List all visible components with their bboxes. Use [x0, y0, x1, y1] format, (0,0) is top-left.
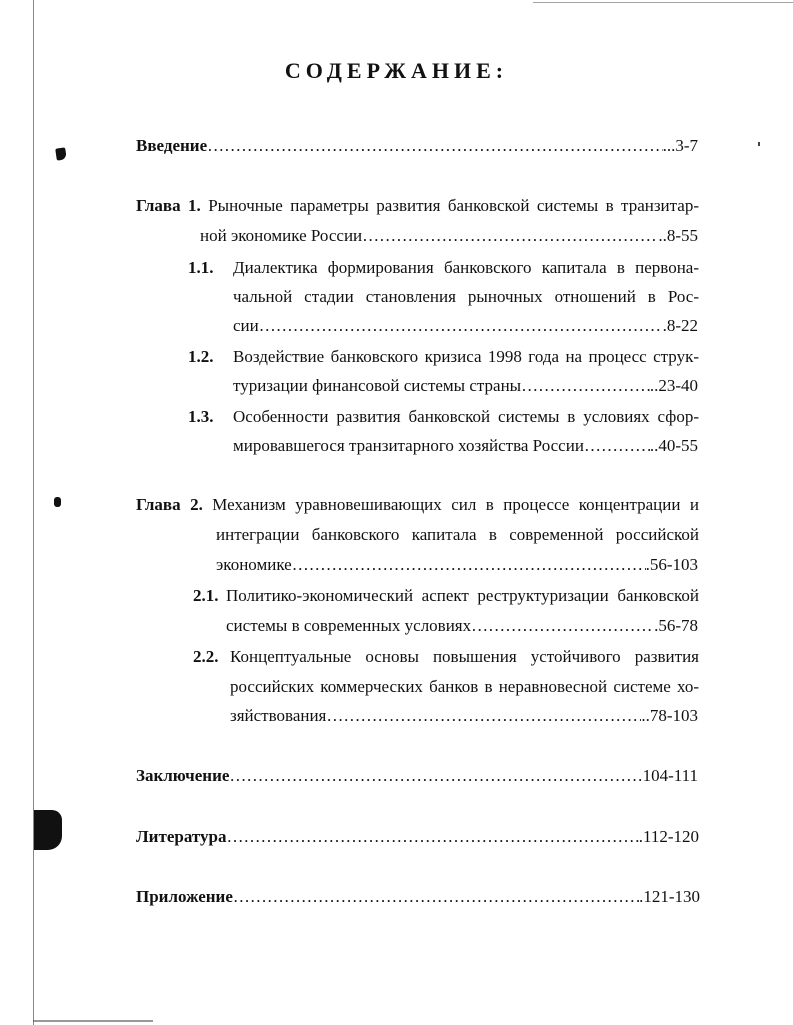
section-1-2-line-2 [233, 376, 698, 396]
section-number: 2.1. [193, 586, 219, 605]
scan-edge-left [33, 0, 34, 1025]
chapter-1-line-1 [136, 196, 699, 216]
section-2-2-line-1: Концептуальные основы повышения устойчивого развития [230, 647, 699, 666]
toc-page-range: .56-103 [645, 555, 698, 574]
section-title-part: зяйствования [230, 706, 327, 725]
binding-hole-mark [54, 497, 61, 507]
page-title: СОДЕРЖАНИЕ: [284, 58, 509, 83]
toc-entry-label: Литература [136, 827, 227, 846]
speck-mark [758, 142, 760, 146]
section-title-part: мировавшегося транзитарного хозяйства России [233, 436, 584, 455]
toc-entry-literature [136, 827, 699, 847]
dot-leader [362, 226, 658, 246]
toc-entry-conclusion [136, 766, 698, 786]
toc-page-range: ..40-55 [649, 436, 698, 455]
section-2-1-line-2 [226, 616, 698, 636]
toc-entry-appendix [136, 887, 700, 907]
dot-leader [326, 706, 641, 726]
dot-leader [259, 316, 663, 336]
toc-page-range: .8-22 [662, 316, 698, 335]
scan-edge-top [533, 2, 793, 3]
dot-leader [521, 376, 650, 396]
chapter-2-title-part-1: Механизм уравновешивающих сил в процессе концентрации и [212, 495, 699, 514]
section-title-part: туризации финансовой системы страны [233, 376, 522, 395]
section-title-part: сии [233, 316, 259, 335]
section-number: 2.2. [193, 647, 219, 666]
toc-entry-intro [136, 136, 698, 156]
section-2-2-line-2: российских коммерческих банков в неравновесной системе хо- [230, 677, 699, 696]
chapter-1-prefix: Глава 1. [136, 196, 201, 215]
chapter-1-title-part-2: ной экономике России [200, 226, 363, 245]
chapter-2-title-part-3: экономике [216, 555, 292, 574]
chapter-2-line-2: интеграции банковского капитала в современной российской [216, 525, 699, 544]
dot-leader [584, 436, 650, 456]
toc-page-range: 104-111 [642, 766, 698, 785]
section-1-1-line-2: чальной стадии становления рыночных отношений в Рос- [233, 287, 699, 306]
dot-leader [229, 766, 642, 786]
toc-entry-label: Заключение [136, 766, 230, 785]
section-1-1-line-3 [233, 316, 698, 336]
chapter-2-line-3 [216, 555, 698, 575]
dot-leader [292, 555, 646, 575]
section-2-1-line-1: Политико-экономический аспект реструктуризации банковской [226, 586, 699, 605]
chapter-1-title-part-1: Рыночные параметры развития банковской системы в транзитар- [208, 196, 699, 215]
toc-entry-label: Приложение [136, 887, 233, 906]
toc-page-range: .56-78 [654, 616, 698, 635]
toc-page-range: .121-130 [639, 887, 700, 906]
toc-page-range: ..8-55 [658, 226, 698, 245]
toc-page-range: ...3-7 [662, 136, 698, 155]
toc-page-range: ..78-103 [641, 706, 698, 725]
binding-clip-mark [34, 810, 62, 850]
dot-leader [471, 616, 654, 636]
section-title-part: системы в современных условиях [226, 616, 472, 635]
chapter-1-line-2 [200, 226, 698, 246]
binding-hole-mark [55, 147, 67, 160]
chapter-2-prefix: Глава 2. [136, 495, 203, 514]
dot-leader [233, 887, 639, 907]
section-1-1-line-1: Диалектика формирования банковского капитала в первона- [233, 258, 699, 277]
scan-edge-bottom [33, 1020, 153, 1022]
chapter-2-line-1 [136, 495, 699, 515]
toc-page-range: ..23-40 [649, 376, 698, 395]
dot-leader [226, 827, 638, 847]
section-number: 1.1. [188, 258, 214, 277]
section-1-2-line-1: Воздействие банковского кризиса 1998 года на процесс струк- [233, 347, 699, 366]
section-2-2-line-3 [230, 706, 698, 726]
section-number: 1.3. [188, 407, 214, 426]
section-1-3-line-2 [233, 436, 698, 456]
toc-page-range: .112-120 [638, 827, 699, 846]
section-number: 1.2. [188, 347, 214, 366]
toc-entry-label: Введение [136, 136, 208, 155]
dot-leader [207, 136, 662, 156]
section-1-3-line-1: Особенности развития банковской системы в условиях сфор- [233, 407, 699, 426]
